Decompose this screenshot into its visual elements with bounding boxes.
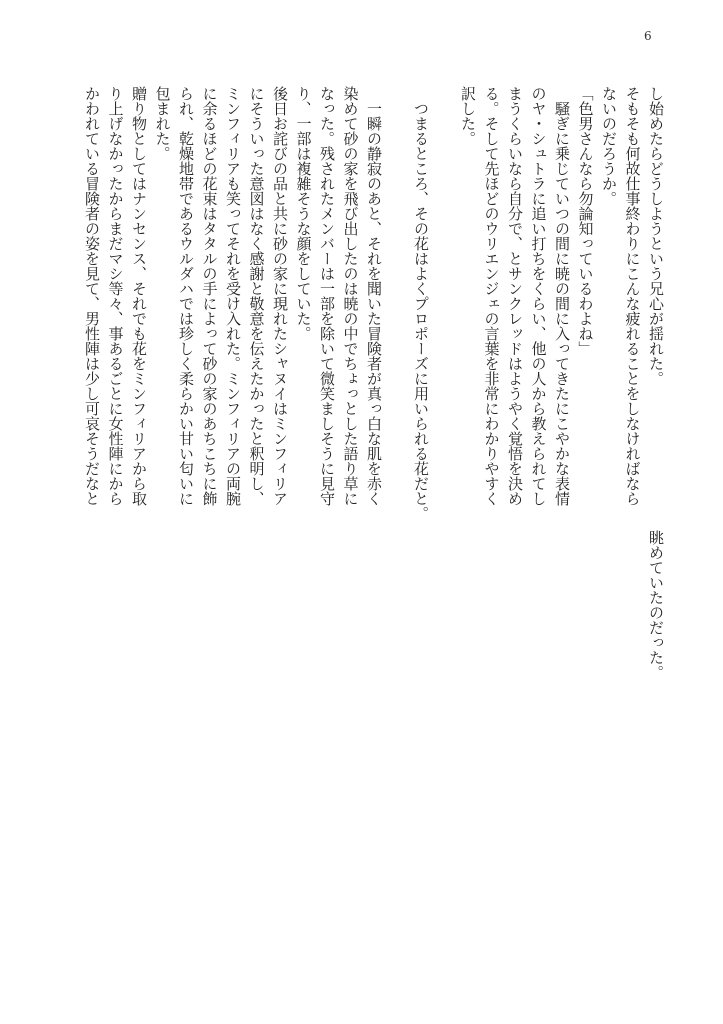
text-line: かわれている冒険者の姿を見て、男性陣は少し可哀そうだなと bbox=[83, 86, 101, 506]
body-text-bottom bbox=[644, 530, 668, 730]
text-line bbox=[385, 86, 409, 526]
text-line: にそういった意図はなく感謝と敬意を伝えたかったと釈明し、 bbox=[247, 86, 266, 506]
text-line: り、一部は複雑そうな顔をしていた。 bbox=[294, 86, 313, 341]
text-line: 眺めていたのだった。 bbox=[647, 530, 665, 680]
text-line: 騒ぎに乗じていつの間に暁の間に入ってきたにこやかな表情 bbox=[553, 86, 571, 506]
page-number: 6 bbox=[644, 29, 652, 43]
text-line: 後日お詫びの品と共に砂の家に現れたシャヌイはミンフィリア bbox=[271, 86, 289, 506]
text-line: 訳した。 bbox=[459, 86, 477, 146]
text-line: 包まれた。 bbox=[153, 86, 172, 161]
text-line: そもそも何故仕事終わりにこんな疲れることをしなければなら bbox=[623, 86, 642, 506]
text-line bbox=[432, 86, 456, 526]
text-line: られ、乾燥地帯であるウルダハでは珍しく柔らかい甘い匂いに bbox=[177, 86, 195, 506]
text-line: 「色男さんなら勿論知っているわよね」 bbox=[576, 86, 595, 356]
text-line: つまるところ、その花はよくプロポーズに用いられる花だと。 bbox=[412, 86, 430, 521]
text-line: まうくらいなら自分で、とサンクレッドはようやく覚悟を決め bbox=[506, 86, 524, 506]
text-line: 染めて砂の家を飛び出したのは暁の中でちょっとした語り草に bbox=[341, 86, 360, 506]
text-line: のヤ・シュトラに追い打ちをくらい、他の人から教えられてし bbox=[529, 86, 548, 506]
text-line: し始めたらどうしようという兄心が揺れた。 bbox=[647, 86, 665, 386]
text-line: に余るほどの花束はタタルの手によって砂の家のあちこちに飾 bbox=[200, 86, 219, 506]
text-line: 一瞬の静寂のあと、それを聞いた冒険者が真っ白な肌を赤く bbox=[365, 86, 383, 506]
text-line: る。そして先ほどのウリエンジェの言葉を非常にわかりやすく bbox=[482, 86, 501, 506]
text-line: なった。残されたメンバーは一部を除いて微笑ましそうに見守 bbox=[318, 86, 336, 506]
text-line: り上げなかったからまだマシ等々、事あるごとに女性陣にから bbox=[106, 86, 125, 506]
text-line: ミンフィリアも笑ってそれを受け入れた。ミンフィリアの両腕 bbox=[224, 86, 242, 506]
text-line: 贈り物としてはナンセンス、それでも花をミンフィリアから取 bbox=[130, 86, 148, 506]
body-text-top bbox=[80, 86, 668, 526]
text-line: ないのだろうか。 bbox=[600, 86, 618, 206]
